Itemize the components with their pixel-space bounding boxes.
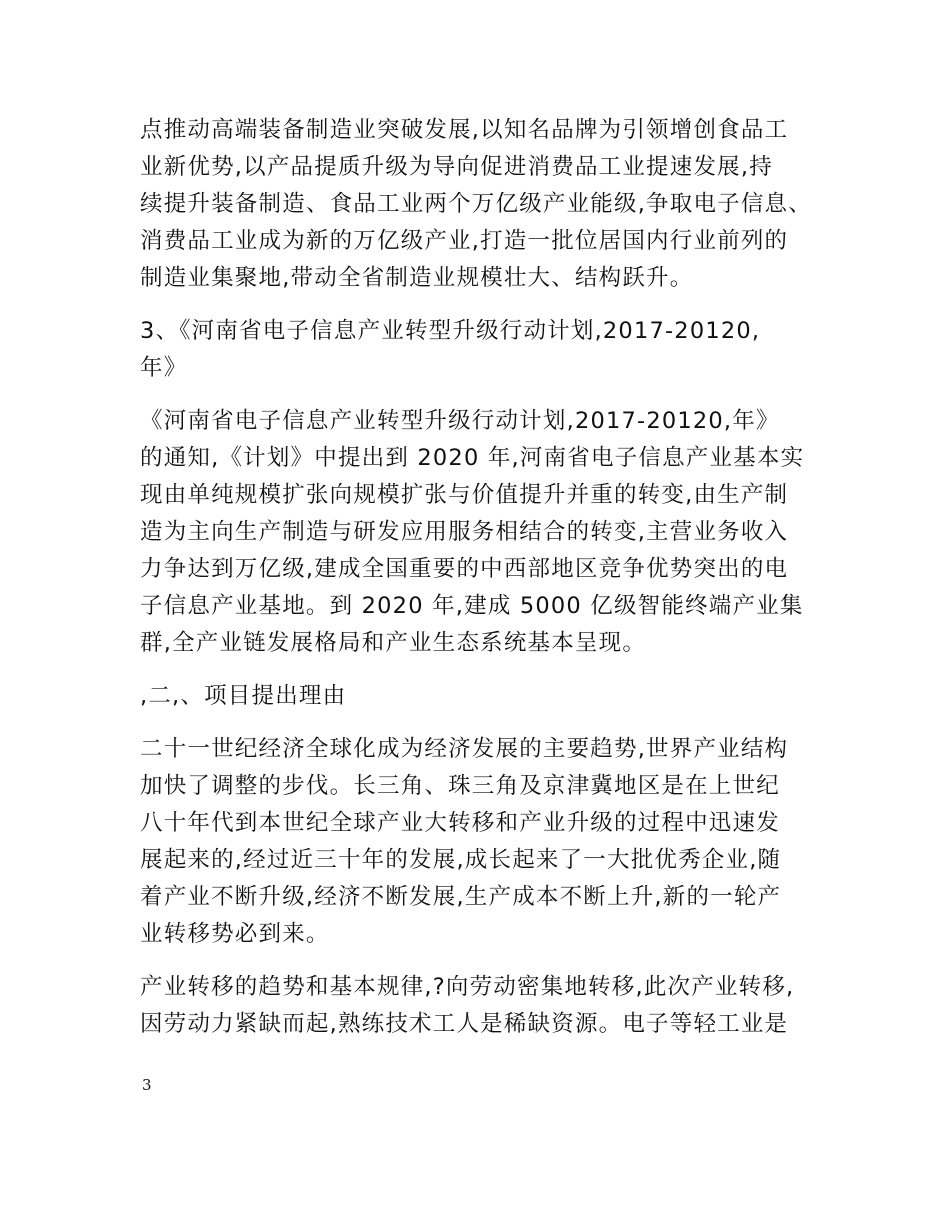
text-line: 八十年代到本世纪全球产业大转移和产业升级的过程中迅速发 — [140, 810, 780, 836]
paragraph-plan-notice — [140, 403, 820, 662]
section-heading-project-reason — [140, 678, 820, 715]
text-line: 群,全产业链发展格局和产业生态系统基本呈现。 — [140, 630, 647, 656]
text-line: 3、《河南省电子信息产业转型升级行动计划,2017-20120, — [140, 318, 761, 344]
text-line: 二十一世纪经济全球化成为经济发展的主要趋势,世界产业结构 — [140, 736, 789, 762]
text-line: 子信息产业基地。到 2020 年,建成 5000 亿级智能终端产业集 — [140, 593, 804, 619]
text-line: 业转移势必到来。 — [140, 921, 330, 947]
text-line: 造为主向生产制造与研发应用服务相结合的转变,主营业务收入 — [140, 519, 789, 545]
text-line: 点推动高端装备制造业突破发展,以知名品牌为引领增创食品工 — [140, 117, 789, 143]
text-line: 现由单纯规模扩张向规模扩张与价值提升并重的转变,由生产制 — [140, 482, 789, 508]
text-line: 年》 — [140, 355, 188, 381]
text-line: 续提升装备制造、食品工业两个万亿级产业能级,争取电子信息、 — [140, 191, 812, 217]
text-line: 因劳动力紧缺而起,熟练技术工人是稀缺资源。电子等轻工业是 — [140, 1011, 789, 1037]
text-line: 《河南省电子信息产业转型升级行动计划,2017-20120,年》 — [140, 408, 780, 434]
text-line: 展起来的,经过近三十年的发展,成长起来了一大批优秀企业,随 — [140, 847, 782, 873]
document-body — [140, 112, 820, 1043]
section-heading-plan — [140, 313, 820, 387]
paragraph-industry-upgrade — [140, 112, 820, 297]
text-line: 着产业不断升级,经济不断发展,生产成本不断上升,新的一轮产 — [140, 884, 782, 910]
paragraph-industry-transfer — [140, 969, 820, 1043]
text-line: 消费品工业成为新的万亿级产业,打造一批位居国内行业前列的 — [140, 228, 789, 254]
text-line: 产业转移的趋势和基本规律,?向劳动密集地转移,此次产业转移, — [140, 974, 795, 1000]
page-number: 3 — [142, 1076, 152, 1094]
text-line: 的通知,《计划》中提出到 2020 年,河南省电子信息产业基本实 — [140, 445, 805, 471]
text-line: 制造业集聚地,带动全省制造业规模壮大、结构跃升。 — [140, 265, 694, 291]
text-line: 业新优势,以产品提质升级为导向促进消费品工业提速发展,持 — [140, 154, 773, 180]
text-line: 加快了调整的步伐。长三角、珠三角及京津冀地区是在上世纪 — [140, 773, 780, 799]
paragraph-globalization — [140, 731, 820, 953]
text-line: ,二,、项目提出理由 — [140, 683, 347, 709]
text-line: 力争达到万亿级,建成全国重要的中西部地区竞争优势突出的电 — [140, 556, 789, 582]
